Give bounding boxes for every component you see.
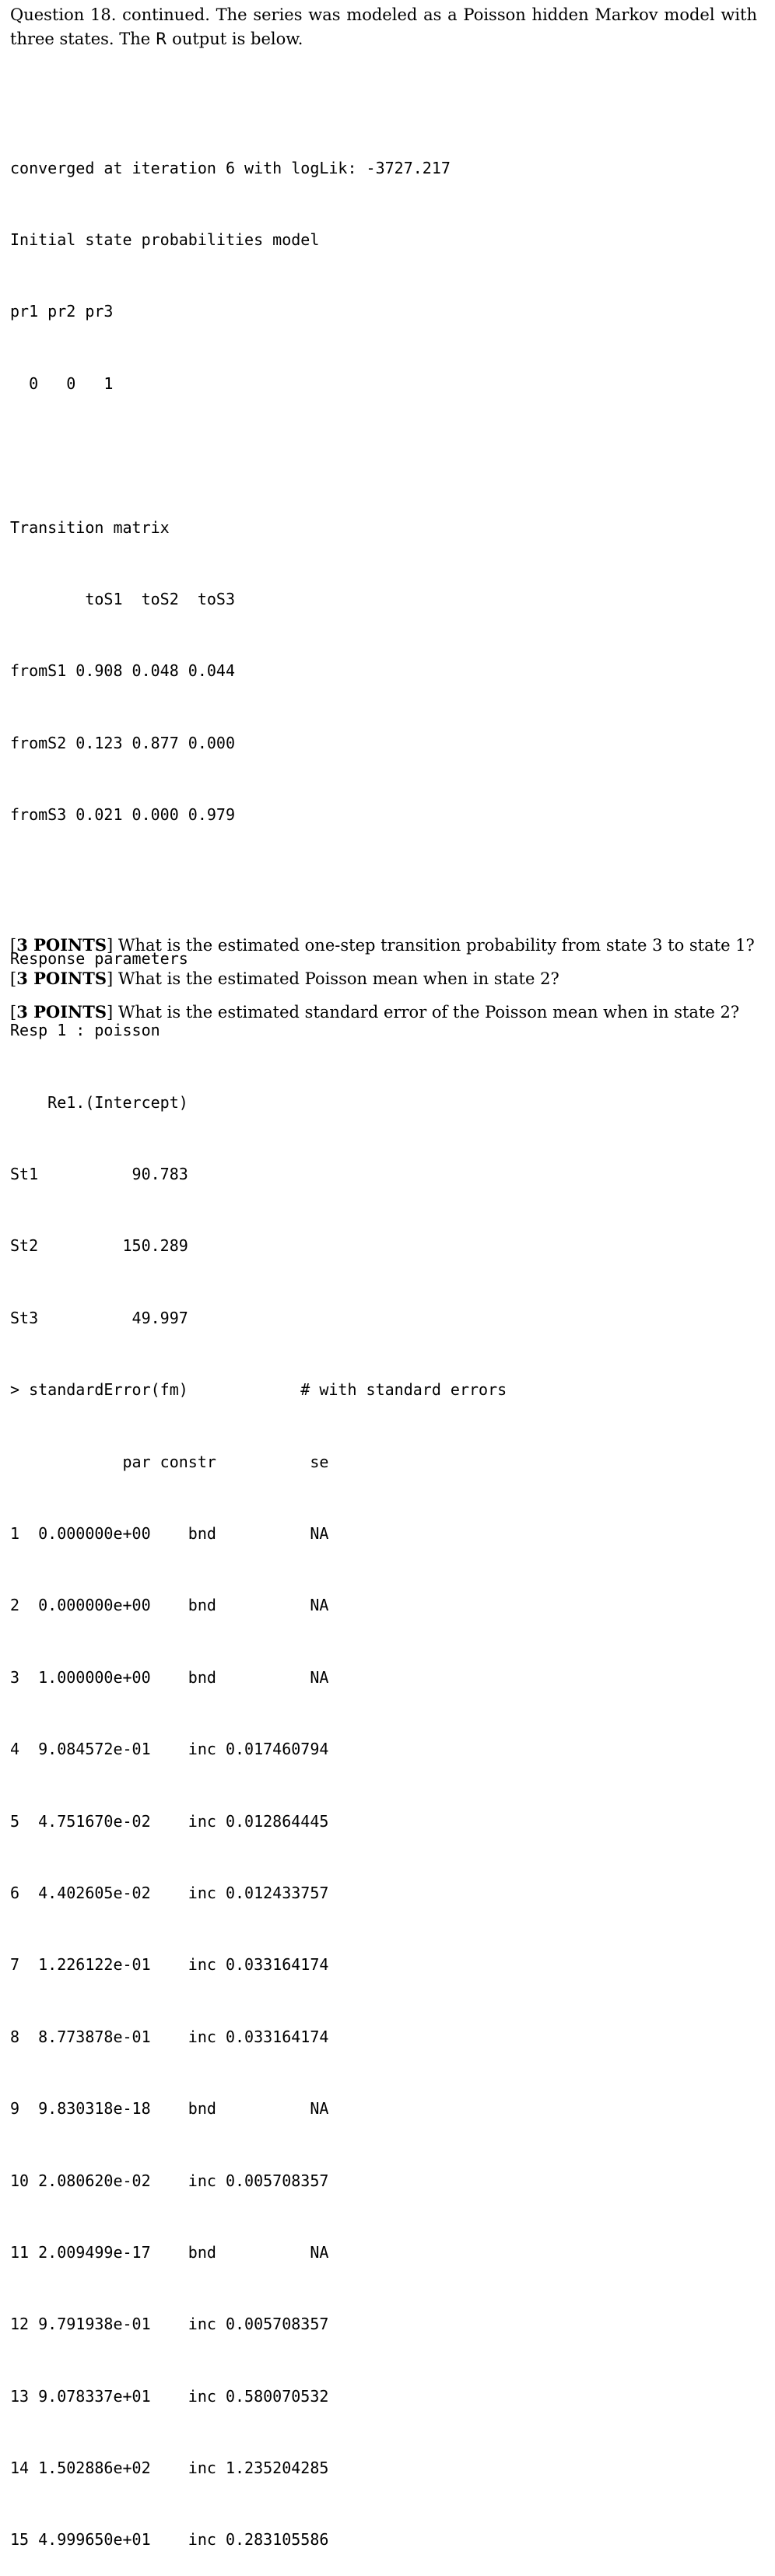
r-output-line: Resp 1 : poisson [10, 1021, 160, 1040]
r-output-line: 9 9.830318e-18 bnd NA [10, 2099, 329, 2119]
r-output-line: 7 1.226122e-01 inc 0.033164174 [10, 1955, 329, 1975]
question-list [10, 933, 757, 1033]
r-output-line: 0 0 1 [10, 373, 114, 393]
close-bracket: ] [107, 969, 114, 988]
r-output-line: 13 9.078337e+01 inc 0.580070532 [10, 2386, 329, 2406]
r-output-line: toS1 toS2 toS3 [10, 589, 235, 608]
r-output-line: Transition matrix [10, 517, 170, 537]
r-output-line: St3 49.997 [10, 1308, 188, 1327]
close-bracket: ] [107, 1003, 114, 1022]
question-intro [10, 3, 757, 51]
r-output-line: St2 150.289 [10, 1236, 188, 1256]
r-output-block [10, 108, 757, 2576]
r-output-line: 5 4.751670e-02 inc 0.012864445 [10, 1811, 329, 1831]
r-output-line: 14 1.502886e+02 inc 1.235204285 [10, 2459, 329, 2478]
r-output-line: 3 1.000000e+00 bnd NA [10, 1667, 329, 1687]
points-label: 3 POINTS [16, 969, 107, 988]
r-output-line [10, 875, 757, 899]
intro-text-part2: output is below. [167, 30, 303, 48]
r-output-line: 10 2.080620e-02 inc 0.005708357 [10, 2171, 329, 2190]
r-output-line [10, 443, 757, 468]
r-output-line: 6 4.402605e-02 inc 0.012433757 [10, 1883, 329, 1902]
points-label: 3 POINTS [16, 935, 107, 955]
open-bracket: [ [10, 1003, 17, 1022]
question-item [10, 966, 757, 991]
r-output-line: pr1 pr2 pr3 [10, 302, 114, 321]
question-text: What is the estimated Poisson mean when in state 2? [113, 969, 559, 988]
r-output-line: fromS2 0.123 0.877 0.000 [10, 733, 235, 752]
r-output-line: converged at iteration 6 with logLik: -3727.217 [10, 158, 451, 177]
r-output-line: 2 0.000000e+00 bnd NA [10, 1596, 329, 1615]
r-output-line: St1 90.783 [10, 1165, 188, 1184]
r-output-line: 15 4.999650e+01 inc 0.283105586 [10, 2530, 329, 2550]
r-output-line: 4 9.084572e-01 inc 0.017460794 [10, 1740, 329, 1759]
r-language-symbol: R [155, 30, 167, 48]
question-text: What is the estimated standard error of the Poisson mean when in state 2? [113, 1003, 740, 1022]
close-bracket: ] [107, 936, 114, 955]
r-output-line: 11 2.009499e-17 bnd NA [10, 2242, 329, 2262]
r-output-line: fromS3 0.021 0.000 0.979 [10, 805, 235, 825]
open-bracket: [ [10, 936, 17, 955]
r-output-line: par constr se [10, 1452, 329, 1471]
r-output-line: 1 0.000000e+00 bnd NA [10, 1524, 329, 1544]
intro-text-part1: Question 18. continued. The series was modeled as a Poisson hidden Markov model with three states. The [10, 5, 757, 48]
points-label: 3 POINTS [16, 1002, 107, 1022]
r-output-line: Response parameters [10, 948, 188, 968]
question-item [10, 1000, 757, 1025]
r-output-line: Initial state probabilities model [10, 230, 320, 249]
r-output-line: 8 8.773878e-01 inc 0.033164174 [10, 2027, 329, 2046]
question-item [10, 933, 757, 958]
r-output-line: > standardError(fm) # with standard errors [10, 1380, 507, 1400]
r-output-line: Re1.(Intercept) [10, 1092, 188, 1112]
r-output-line: 12 9.791938e-01 inc 0.005708357 [10, 2315, 329, 2334]
open-bracket: [ [10, 969, 17, 988]
r-output-line: fromS1 0.908 0.048 0.044 [10, 661, 235, 681]
question-text: What is the estimated one-step transition probability from state 3 to state 1? [113, 936, 755, 955]
